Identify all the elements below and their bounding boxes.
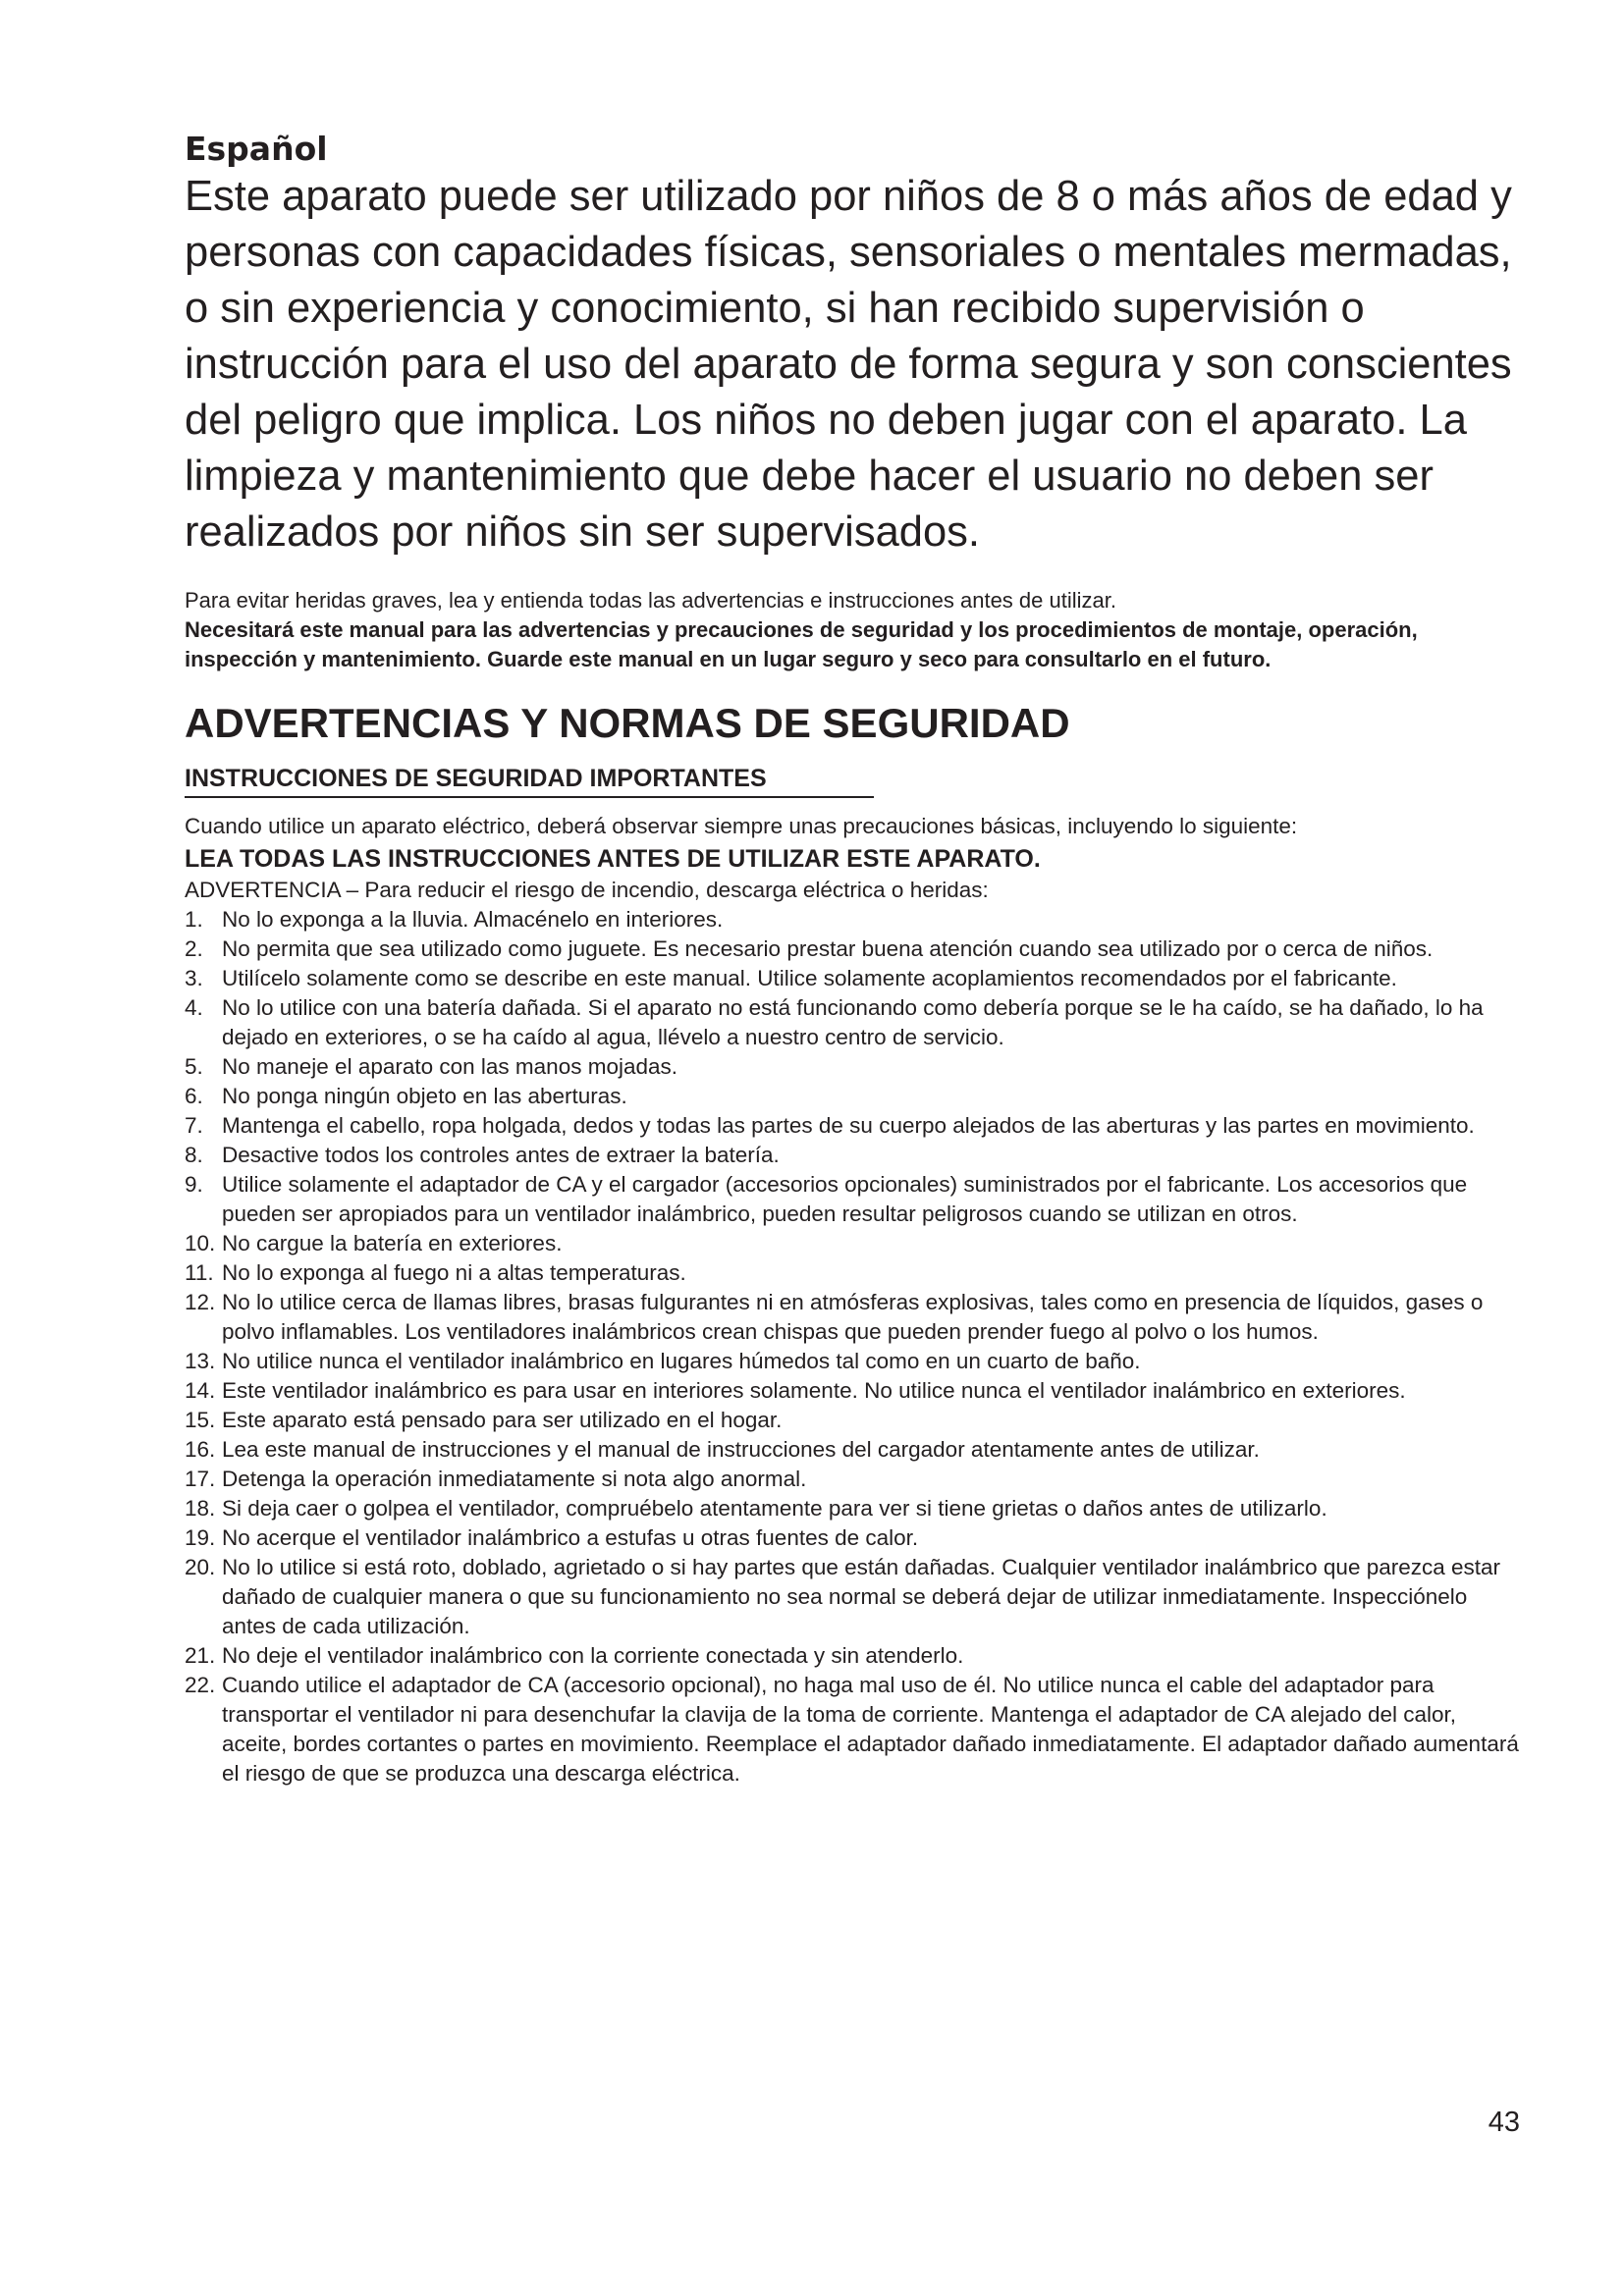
- list-item-number: 4.: [185, 995, 203, 1020]
- list-item: [185, 1111, 1520, 1141]
- list-item: [185, 1258, 1520, 1288]
- list-item-text: No cargue la batería en exteriores.: [222, 1231, 563, 1255]
- list-item: [185, 1553, 1520, 1641]
- list-item-text: Lea este manual de instrucciones y el manual de instrucciones del cargador atentamente antes de utilizar.: [222, 1437, 1260, 1462]
- list-item: [185, 1082, 1520, 1111]
- list-item-text: Desactive todos los controles antes de extraer la batería.: [222, 1143, 780, 1167]
- intro-paragraph: Este aparato puede ser utilizado por niños de 8 o más años de edad y personas con capacidades físicas, sensoriales o mentales mermadas, o sin experiencia y conocimiento, si han recibido supervisión o instrucción para el uso del aparato de forma segura y son conscientes del peligro que implica. Los niños no deben jugar con el aparato. La limpieza y mantenimiento que debe hacer el usuario no deben ser realizados por niños sin ser supervisados.: [185, 173, 1512, 556]
- list-item-number: 5.: [185, 1054, 203, 1079]
- subsection-title: INSTRUCCIONES DE SEGURIDAD IMPORTANTES: [185, 765, 767, 792]
- list-item-number: 12.: [185, 1290, 216, 1314]
- language-heading: Español: [185, 130, 328, 168]
- list-item-number: 22.: [185, 1673, 216, 1697]
- warning-bold: Necesitará este manual para las advertencias y precauciones de seguridad y los procedimientos de montaje, operación, inspección y mantenimiento. Guarde este manual en un lugar seguro y seco para consultarlo en el futuro.: [185, 617, 1418, 671]
- list-item-number: 1.: [185, 907, 203, 932]
- list-item: [185, 1052, 1520, 1082]
- list-item: [185, 1170, 1520, 1229]
- list-item-number: 7.: [185, 1113, 203, 1138]
- list-item: [185, 1376, 1520, 1406]
- list-item-number: 8.: [185, 1143, 203, 1167]
- list-item-number: 19.: [185, 1525, 216, 1550]
- safety-instructions: [185, 812, 1520, 1789]
- list-item-text: No lo exponga a la lluvia. Almacénelo en interiores.: [222, 907, 724, 932]
- list-item-number: 3.: [185, 966, 203, 990]
- list-item: [185, 905, 1520, 934]
- list-item-text: No ponga ningún objeto en las aberturas.: [222, 1084, 627, 1108]
- list-item: [185, 1435, 1520, 1465]
- list-item-number: 20.: [185, 1555, 216, 1579]
- list-item: [185, 1141, 1520, 1170]
- list-item-text: No lo utilice cerca de llamas libres, brasas fulgurantes ni en atmósferas explosivas, tales como en presencia de líquidos, gases o polvo inflamables. Los ventiladores inalámbricos crean chispas que pueden prender fuego al polvo o los humos.: [222, 1290, 1484, 1344]
- list-item-number: 13.: [185, 1349, 216, 1373]
- list-item-number: 16.: [185, 1437, 216, 1462]
- list-item: [185, 1641, 1520, 1671]
- list-item: [185, 1465, 1520, 1494]
- list-item-number: 10.: [185, 1231, 216, 1255]
- list-item-number: 6.: [185, 1084, 203, 1108]
- warning-block: [185, 586, 1520, 674]
- list-item-text: Este ventilador inalámbrico es para usar en interiores solamente. No utilice nunca el ventilador inalámbrico en exteriores.: [222, 1378, 1406, 1403]
- list-item: [185, 1229, 1520, 1258]
- list-item: [185, 1523, 1520, 1553]
- read-all-instructions: LEA TODAS LAS INSTRUCCIONES ANTES DE UTILIZAR ESTE APARATO.: [185, 845, 1041, 873]
- list-item-number: 2.: [185, 936, 203, 961]
- list-item-number: 18.: [185, 1496, 216, 1521]
- list-item-text: Utilícelo solamente como se describe en este manual. Utilice solamente acoplamientos recomendados por el fabricante.: [222, 966, 1397, 990]
- list-item-text: No maneje el aparato con las manos mojadas.: [222, 1054, 678, 1079]
- list-item-text: Mantenga el cabello, ropa holgada, dedos y todas las partes de su cuerpo alejados de las aberturas y las partes en movimiento.: [222, 1113, 1475, 1138]
- list-item-text: No lo utilice si está roto, doblado, agrietado o si hay partes que están dañadas. Cualquier ventilador inalámbrico que parezca estar dañado de cualquier manera o que su funcionamiento no sea normal se deberá dejar de utilizar inmediatamente. Inspecciónelo antes de cada utilización.: [222, 1555, 1501, 1638]
- list-item-text: No lo exponga al fuego ni a altas temperaturas.: [222, 1260, 686, 1285]
- list-item-number: 9.: [185, 1172, 203, 1197]
- list-item: [185, 1671, 1520, 1789]
- list-item: [185, 1406, 1520, 1435]
- warning-line: Para evitar heridas graves, lea y entienda todas las advertencias e instrucciones antes de utilizar.: [185, 588, 1116, 613]
- list-item-text: Detenga la operación inmediatamente si nota algo anormal.: [222, 1467, 807, 1491]
- list-item: [185, 1288, 1520, 1347]
- list-item-text: Utilice solamente el adaptador de CA y el cargador (accesorios opcionales) suministrados por el fabricante. Los accesorios que pueden ser apropiados para un ventilador inalámbrico, pueden resultar peligrosos cuando se utilizan en otros.: [222, 1172, 1468, 1226]
- list-item-text: No utilice nunca el ventilador inalámbrico en lugares húmedos tal como en un cuarto de baño.: [222, 1349, 1141, 1373]
- precaution-intro: Cuando utilice un aparato eléctrico, deberá observar siempre unas precauciones básicas, incluyendo lo siguiente:: [185, 814, 1298, 838]
- list-item: [185, 1494, 1520, 1523]
- advertencia-line: ADVERTENCIA – Para reducir el riesgo de incendio, descarga eléctrica o heridas:: [185, 878, 989, 902]
- subsection-underline: [185, 796, 874, 798]
- list-item: [185, 1347, 1520, 1376]
- list-item-number: 15.: [185, 1408, 216, 1432]
- list-item-text: Cuando utilice el adaptador de CA (accesorio opcional), no haga mal uso de él. No utilice nunca el cable del adaptador para transportar el ventilador ni para desenchufar la clavija de la toma de corriente. Mantenga el adaptador de CA alejado del calor, aceite, bordes cortantes o partes en movimiento. Reemplace el adaptador dañado inmediatamente. El adaptador dañado aumentará el riesgo de que se produzca una descarga eléctrica.: [222, 1673, 1519, 1786]
- list-item-text: No lo utilice con una batería dañada. Si el aparato no está funcionando como debería porque se le ha caído, se ha dañado, lo ha dejado en exteriores, o se ha caído al agua, llévelo a nuestro centro de servicio.: [222, 995, 1484, 1049]
- list-item-text: Si deja caer o golpea el ventilador, compruébelo atentamente para ver si tiene grietas o daños antes de utilizarlo.: [222, 1496, 1327, 1521]
- list-item-text: No permita que sea utilizado como juguete. Es necesario prestar buena atención cuando sea utilizado por o cerca de niños.: [222, 936, 1434, 961]
- list-item-number: 17.: [185, 1467, 216, 1491]
- list-item: [185, 993, 1520, 1052]
- section-title: ADVERTENCIAS Y NORMAS DE SEGURIDAD: [185, 700, 1070, 746]
- list-item-text: No deje el ventilador inalámbrico con la corriente conectada y sin atenderlo.: [222, 1643, 964, 1668]
- list-item-number: 21.: [185, 1643, 216, 1668]
- list-item-number: 11.: [185, 1260, 214, 1285]
- list-item: [185, 934, 1520, 964]
- list-item-text: No acerque el ventilador inalámbrico a estufas u otras fuentes de calor.: [222, 1525, 919, 1550]
- manual-page: [185, 130, 1520, 1789]
- page-number: 43: [1488, 2107, 1520, 2138]
- list-item: [185, 964, 1520, 993]
- list-item-number: 14.: [185, 1378, 216, 1403]
- list-item-text: Este aparato está pensado para ser utilizado en el hogar.: [222, 1408, 783, 1432]
- safety-list: [185, 905, 1520, 1789]
